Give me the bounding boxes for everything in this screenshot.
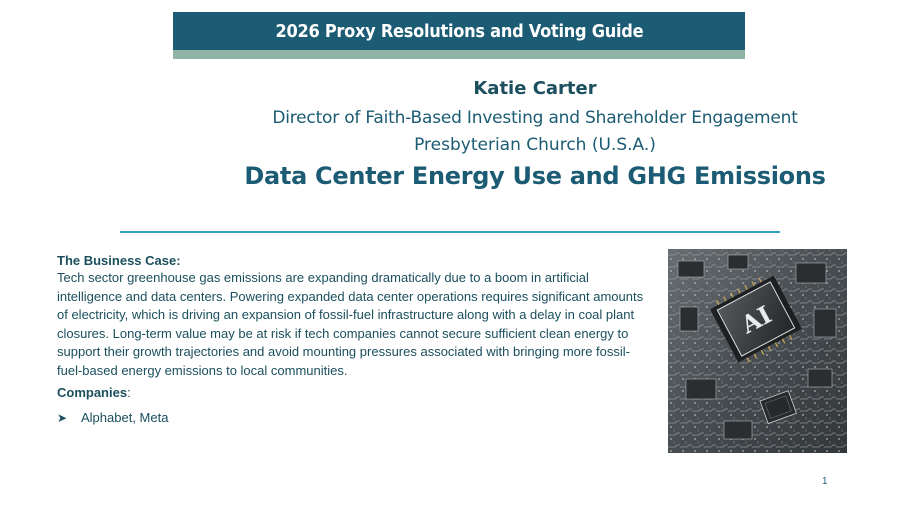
speaker-name: Katie Carter	[473, 78, 597, 99]
ai-circuit-board-image	[668, 249, 847, 453]
business-case-body: Tech sector greenhouse gas emissions are expanding dramatically due to a boom in artificial intelligence and data centers. Powering expanded data center operations requires significant amounts of electricity, which is driving an expansion of fossil-fuel infrastructure along with a delay in coal plant closures. Long-term value may be at risk if tech companies cannot secure sufficient clean energy to support their growth trajectories and avoid mounting pressures associated with bringing more fossil-fuel-based energy emissions to local communities.	[57, 270, 644, 378]
company-names: Alphabet, Meta	[81, 410, 169, 425]
chip-ai-label: AI	[736, 299, 777, 340]
banner-underline	[173, 50, 745, 59]
speaker-title: Director of Faith-Based Investing and Shareholder Engagement	[272, 108, 798, 128]
company-list-item	[57, 410, 168, 425]
topic-title: Data Center Energy Use and GHG Emissions	[244, 162, 826, 190]
speaker-organization: Presbyterian Church (U.S.A.)	[414, 135, 656, 155]
arrow-bullet-icon: ➤	[57, 410, 68, 425]
companies-heading	[57, 385, 131, 400]
divider-line	[120, 231, 780, 233]
banner-title: 2026 Proxy Resolutions and Voting Guide	[275, 20, 643, 42]
page-number: 1	[822, 476, 828, 487]
companies-heading-colon: :	[127, 385, 131, 400]
companies-heading-label: Companies	[57, 385, 128, 400]
business-case-heading: The Business Case:	[57, 253, 181, 268]
header-banner	[173, 12, 745, 50]
